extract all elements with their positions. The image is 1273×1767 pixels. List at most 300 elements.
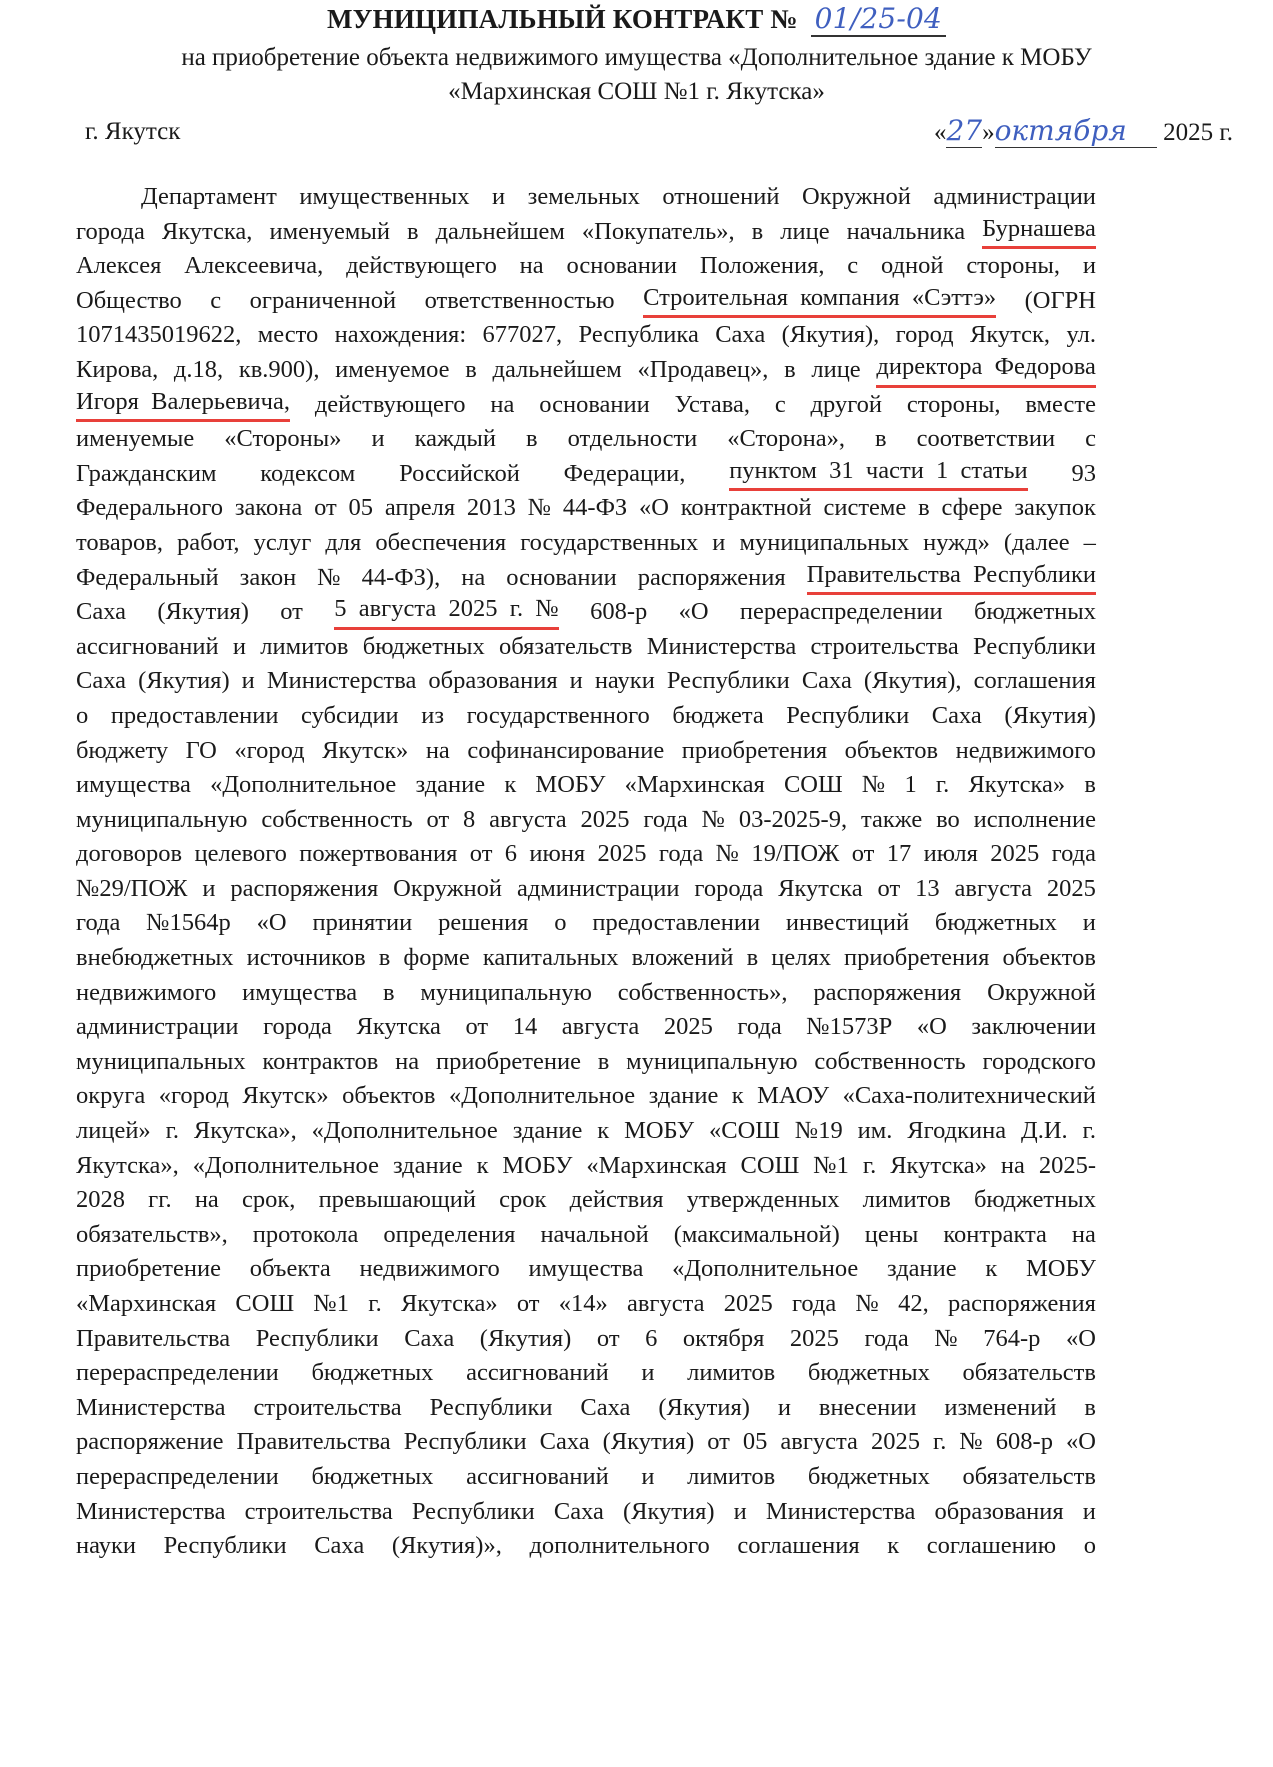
text-line — [76, 353, 1096, 388]
word: от — [707, 1428, 730, 1456]
word: на — [490, 390, 515, 418]
word: Правительства — [76, 1324, 231, 1352]
underlined-phrase: директора Федорова — [876, 353, 1096, 388]
word: № — [855, 1290, 879, 1317]
word: закона — [234, 494, 303, 522]
word: земельных — [527, 183, 640, 210]
word: собственность», — [617, 978, 788, 1006]
text-line — [76, 837, 1096, 872]
text-line — [76, 768, 1096, 803]
word: 42, — [898, 1290, 929, 1317]
word: начальника — [846, 217, 966, 245]
word: и — [712, 528, 726, 556]
text-line — [76, 1010, 1096, 1045]
word: года — [658, 840, 704, 868]
word: Д.И. — [1020, 1117, 1068, 1145]
word: образования — [428, 667, 558, 695]
word: в — [875, 425, 887, 453]
word: Саха — [931, 701, 982, 729]
word: в — [751, 217, 764, 245]
word: Российской — [399, 459, 520, 487]
word: обязательств — [962, 1359, 1096, 1387]
word: науки — [76, 1532, 137, 1560]
underlined-phrase: Бурнашева — [982, 215, 1096, 250]
word: лице — [780, 217, 830, 245]
text-line — [76, 1079, 1096, 1114]
word: № — [959, 1428, 983, 1456]
word: апреля — [384, 494, 456, 522]
word: ограниченной — [249, 286, 397, 314]
word: «Сторона», — [727, 425, 846, 453]
text-line — [76, 630, 1096, 665]
word: 2025 — [663, 1013, 713, 1041]
word: Министерства — [646, 632, 797, 660]
word: услуг — [253, 528, 312, 556]
text-line — [76, 595, 1096, 630]
word: 2025 — [789, 1324, 839, 1352]
word: строительства — [244, 1497, 393, 1525]
word: Якутска, — [161, 217, 253, 245]
word: Федерального — [76, 494, 224, 522]
word: на — [194, 1186, 219, 1214]
word: субсидии — [301, 701, 399, 729]
word: бюджетных — [362, 632, 485, 660]
word: на — [1000, 1151, 1025, 1179]
text-line — [76, 872, 1096, 907]
word: обеспечения — [375, 528, 507, 556]
word: Саха — [76, 667, 127, 695]
word: имущества — [242, 978, 358, 1006]
word: города — [694, 874, 764, 902]
word: бюджета — [672, 701, 764, 729]
word: о — [554, 909, 567, 937]
word: и — [492, 183, 506, 210]
word: №29/ПОЖ — [76, 874, 188, 902]
word: года — [737, 1013, 782, 1041]
word: именуемые — [76, 425, 195, 453]
word: Департамент — [141, 183, 277, 210]
word: Республики — [163, 1532, 287, 1560]
word: 2025 — [990, 840, 1040, 868]
word: «Мархинская — [624, 771, 765, 799]
word: Саха — [314, 1532, 365, 1560]
underlined-phrase: 5 августа 2025 г. № — [334, 595, 559, 630]
word: стороны, — [966, 252, 1061, 280]
underlined-phrase: пунктом 31 части 1 статьи — [729, 457, 1027, 492]
word: августа — [561, 1013, 640, 1041]
word: 608-р — [995, 1428, 1053, 1456]
handwritten-contract-number: 01/25-04 — [811, 2, 946, 37]
word: собственность — [261, 805, 413, 833]
word: и — [1082, 252, 1096, 280]
word: науки — [594, 667, 655, 695]
word: соглашению — [926, 1532, 1057, 1560]
word: распоряжение — [76, 1428, 224, 1456]
word: администрации — [516, 874, 680, 902]
word: внесении — [818, 1393, 917, 1421]
word: Устава, — [674, 390, 751, 418]
word: Саха — [76, 598, 127, 626]
word: здание — [648, 1082, 719, 1110]
word: администрации — [933, 183, 1096, 210]
word: Якутска — [356, 1013, 441, 1041]
word: здание — [392, 1151, 463, 1179]
word: от — [465, 1013, 489, 1041]
word: лимитов — [687, 1359, 776, 1387]
word: Республики — [666, 667, 790, 695]
word: и — [1082, 909, 1096, 937]
word: Общество — [76, 286, 182, 314]
word: (Якутия)», — [391, 1532, 502, 1560]
word: ул. — [1066, 321, 1096, 349]
word: строительства — [253, 1393, 402, 1421]
word: города — [76, 217, 145, 245]
word: Якутск» — [242, 1082, 329, 1110]
word: действия — [569, 1186, 664, 1214]
text-line — [76, 318, 1096, 353]
word: от — [516, 1290, 540, 1317]
word: распоряжения — [947, 1290, 1096, 1317]
word: Министерства — [266, 667, 417, 695]
word: 2028 — [76, 1186, 125, 1214]
word: в — [406, 217, 419, 245]
word: решения — [438, 909, 529, 937]
word: бюджетных — [311, 1462, 434, 1490]
word: соглашения — [737, 1532, 860, 1560]
word: здание — [886, 1255, 957, 1283]
word: муниципальную — [420, 978, 592, 1006]
word: Алексея — [76, 252, 162, 280]
word: Республики — [403, 1428, 527, 1456]
word: и — [232, 632, 247, 660]
word: объектов — [1002, 944, 1096, 972]
word: срок, — [241, 1186, 296, 1214]
word: бюджету — [76, 736, 169, 764]
word: Саха — [580, 1393, 631, 1421]
word: года — [76, 909, 121, 937]
word: имущества — [528, 1255, 644, 1283]
word: Республики — [786, 701, 910, 729]
word: товаров, — [76, 528, 163, 556]
text-line — [76, 1045, 1096, 1080]
word: Алексеевича, — [184, 252, 324, 280]
word: 14 — [512, 1013, 538, 1041]
word: ассигнований — [76, 632, 219, 660]
word: и — [241, 667, 255, 695]
word: действующего — [314, 390, 466, 418]
word: в — [1084, 1393, 1096, 1421]
word: муниципальных — [739, 528, 910, 556]
text-line — [76, 457, 1096, 492]
word: 2025 — [580, 805, 630, 833]
word: кодексом — [260, 459, 356, 487]
word: администрации — [76, 1013, 239, 1041]
word: д.18, — [173, 355, 224, 383]
word: №1573Р — [806, 1013, 893, 1041]
word: действующего — [346, 252, 497, 280]
word: Правительства — [236, 1428, 391, 1456]
word: от — [877, 874, 901, 902]
word: к — [985, 1255, 998, 1283]
word: «Продавец», — [637, 355, 769, 383]
contract-title-text: МУНИЦИПАЛЬНЫЙ КОНТРАКТ № — [326, 4, 798, 34]
word: (Якутия) — [1004, 701, 1096, 729]
word: августа — [489, 805, 567, 833]
text-line — [76, 1529, 1096, 1564]
text-line — [76, 1495, 1096, 1530]
text-line — [76, 388, 1096, 423]
word: августа — [626, 1290, 705, 1317]
word: (далее — [1003, 528, 1070, 556]
word: перераспределении — [76, 1359, 279, 1387]
word: недвижимого — [76, 978, 217, 1006]
word: с — [847, 252, 859, 280]
word: городского — [982, 1047, 1096, 1075]
word: Якутска», — [76, 1151, 179, 1179]
word: Министерства — [76, 1497, 226, 1525]
word: 6 — [504, 840, 518, 868]
word: «О — [1065, 1324, 1096, 1352]
word: о — [1083, 1532, 1096, 1560]
word: дополнительного — [529, 1532, 710, 1560]
handwritten-day: 27 — [946, 114, 983, 147]
word: принятии — [312, 909, 413, 937]
word: (Якутия), — [863, 667, 962, 695]
word: Республика — [578, 321, 699, 349]
word: гг. — [148, 1186, 172, 1214]
text-line — [76, 803, 1096, 838]
word: приобретения — [681, 736, 828, 764]
word: форме — [403, 944, 470, 972]
word: к — [504, 771, 517, 799]
word: изменений — [944, 1393, 1057, 1421]
word: договоров — [76, 840, 183, 868]
word: на — [1071, 1220, 1096, 1248]
word: работ, — [177, 528, 240, 556]
text-line — [76, 906, 1096, 941]
text-line — [76, 664, 1096, 699]
word: приобретение — [76, 1255, 221, 1283]
word: 2025- — [1038, 1151, 1096, 1179]
word: СОШ — [235, 1290, 295, 1317]
word: от — [426, 805, 450, 833]
word: соглашения — [973, 667, 1096, 695]
word: Положения, — [699, 252, 825, 280]
text-line — [76, 1183, 1096, 1218]
word: им. — [857, 1117, 893, 1145]
word: июня — [529, 840, 586, 868]
text-line — [76, 699, 1096, 734]
word: и — [569, 667, 583, 695]
contract-subject-line-2: «Мархинская СОШ №1 г. Якутска» — [448, 78, 825, 105]
word: 44-ФЗ), — [361, 563, 441, 591]
text-line — [76, 526, 1096, 561]
word: от — [280, 598, 303, 626]
word: основании — [566, 252, 678, 280]
word: в — [382, 978, 395, 1006]
word: заключении — [971, 1013, 1096, 1041]
word: Окружной — [987, 978, 1096, 1006]
word: года — [1051, 840, 1096, 868]
word: на — [519, 252, 544, 280]
word: № — [934, 1324, 958, 1352]
word: г. — [932, 1428, 947, 1456]
word: предоставлении — [592, 909, 761, 937]
word: округа — [76, 1082, 146, 1110]
word: бюджетных — [974, 598, 1096, 626]
word: перераспределении — [739, 598, 943, 626]
word: сфере — [941, 494, 1003, 522]
word: соответствии — [916, 425, 1056, 453]
word: 03-2025-9, — [738, 805, 848, 833]
word: государственного — [466, 701, 650, 729]
word: г. — [862, 1151, 877, 1179]
word: имущества — [76, 771, 191, 799]
word: цены — [864, 1220, 919, 1248]
word: бюджетных — [311, 1359, 434, 1387]
word: Якутска» — [400, 1290, 498, 1317]
word: №1 — [313, 1290, 350, 1317]
word: софинансирование — [467, 736, 665, 764]
word: г. — [1082, 1117, 1096, 1145]
word: «О — [639, 494, 669, 522]
word: с — [1085, 425, 1096, 453]
word: в — [525, 425, 538, 453]
word: системе — [823, 494, 907, 522]
word: распоряжения — [637, 563, 786, 591]
contract-title — [0, 2, 1273, 37]
word: закон — [239, 563, 297, 591]
word: от — [469, 840, 493, 868]
word: бюджетных — [807, 1462, 930, 1490]
word: лицей» — [76, 1117, 151, 1145]
word: года — [643, 805, 688, 833]
word: с — [774, 390, 786, 418]
word: в — [784, 355, 796, 383]
word: к — [597, 1117, 610, 1145]
word: (Якутия), — [781, 321, 880, 349]
word: начальной — [540, 1220, 649, 1248]
word: 8 — [463, 805, 476, 833]
word: в — [918, 494, 930, 522]
word: «Покупатель», — [581, 217, 735, 245]
word: и — [641, 1359, 655, 1387]
word: МОБУ — [535, 771, 606, 799]
underlined-phrase: Строительная компания «Сэттэ» — [643, 284, 996, 319]
word: 764-р — [983, 1324, 1041, 1352]
word: в — [1084, 771, 1096, 799]
word: МОБУ — [502, 1151, 573, 1179]
word: и — [777, 1393, 791, 1421]
word: ГО — [185, 736, 217, 764]
word: № — [317, 563, 341, 591]
word: № — [861, 771, 886, 799]
word: 2025 — [723, 1290, 773, 1317]
word: и — [371, 425, 385, 453]
word: вместе — [1025, 390, 1096, 418]
word: «Стороны» — [224, 425, 342, 453]
word: «Мархинская — [76, 1290, 217, 1317]
word: «14» — [558, 1290, 608, 1317]
word: перераспределении — [76, 1462, 279, 1490]
word: Кирова, — [76, 355, 159, 383]
word: обязательств», — [76, 1220, 228, 1248]
word: вложений — [631, 944, 734, 972]
word: Ягодкина — [907, 1117, 1007, 1145]
word: (Якутия) — [622, 1497, 715, 1525]
word: (Якутия) — [602, 1428, 695, 1456]
word: года — [791, 1290, 837, 1317]
word: целях — [771, 944, 831, 972]
word: «Дополнительное — [210, 771, 397, 799]
word: и — [202, 874, 216, 902]
word: 05 — [742, 1428, 768, 1456]
word: 93 — [1071, 459, 1096, 487]
word: строительства — [810, 632, 959, 660]
word: стороны, — [906, 390, 1001, 418]
word: к — [887, 1532, 900, 1560]
word: СОШ — [740, 1151, 800, 1179]
word: 05 — [348, 494, 374, 522]
word: Якутска», — [193, 1117, 297, 1145]
word: к — [476, 1151, 489, 1179]
word: и — [641, 1462, 655, 1490]
text-line — [76, 215, 1096, 250]
word: ответственностью — [424, 286, 615, 314]
word: во — [936, 805, 960, 833]
word: дальнейшем — [492, 355, 622, 383]
word: на — [461, 563, 486, 591]
word: Саха — [715, 321, 766, 349]
word: МОБУ — [1025, 1255, 1096, 1283]
word: июля — [923, 840, 978, 868]
word: каждый — [414, 425, 496, 453]
word: 2025 — [870, 1428, 920, 1456]
word: 608-р — [590, 598, 648, 626]
word: августа — [954, 874, 1032, 902]
word: дальнейшем — [435, 217, 565, 245]
word: МАОУ — [757, 1082, 830, 1110]
word: обязательств — [499, 632, 633, 660]
word: утвержденных — [686, 1186, 840, 1214]
word: «Дополнительное — [192, 1151, 379, 1179]
word: инвестиций — [785, 909, 910, 937]
word: недвижимого — [955, 736, 1096, 764]
text-line — [76, 491, 1096, 526]
word: Республики — [255, 1324, 379, 1352]
word: нахождения: — [334, 321, 467, 349]
word: 6 — [645, 1324, 658, 1352]
word: Республики — [411, 1497, 535, 1525]
word: внебюджетных — [76, 944, 234, 972]
word: Якутска — [778, 874, 863, 902]
word: 19/ПОЖ — [751, 840, 840, 868]
text-line — [76, 1149, 1096, 1184]
contract-date — [934, 114, 1233, 148]
word: Окружной — [802, 183, 911, 210]
word: «город — [234, 736, 305, 764]
word: 1 — [904, 771, 917, 799]
word: № — [527, 494, 552, 522]
text-line — [76, 1114, 1096, 1149]
word: объекта — [249, 1255, 331, 1283]
date-quote-close: » — [982, 119, 995, 146]
word: контракта — [943, 1220, 1047, 1248]
word: в — [465, 355, 477, 383]
word: лимитов — [862, 1186, 951, 1214]
word: 677027, — [482, 321, 563, 349]
word: другой — [810, 390, 882, 418]
